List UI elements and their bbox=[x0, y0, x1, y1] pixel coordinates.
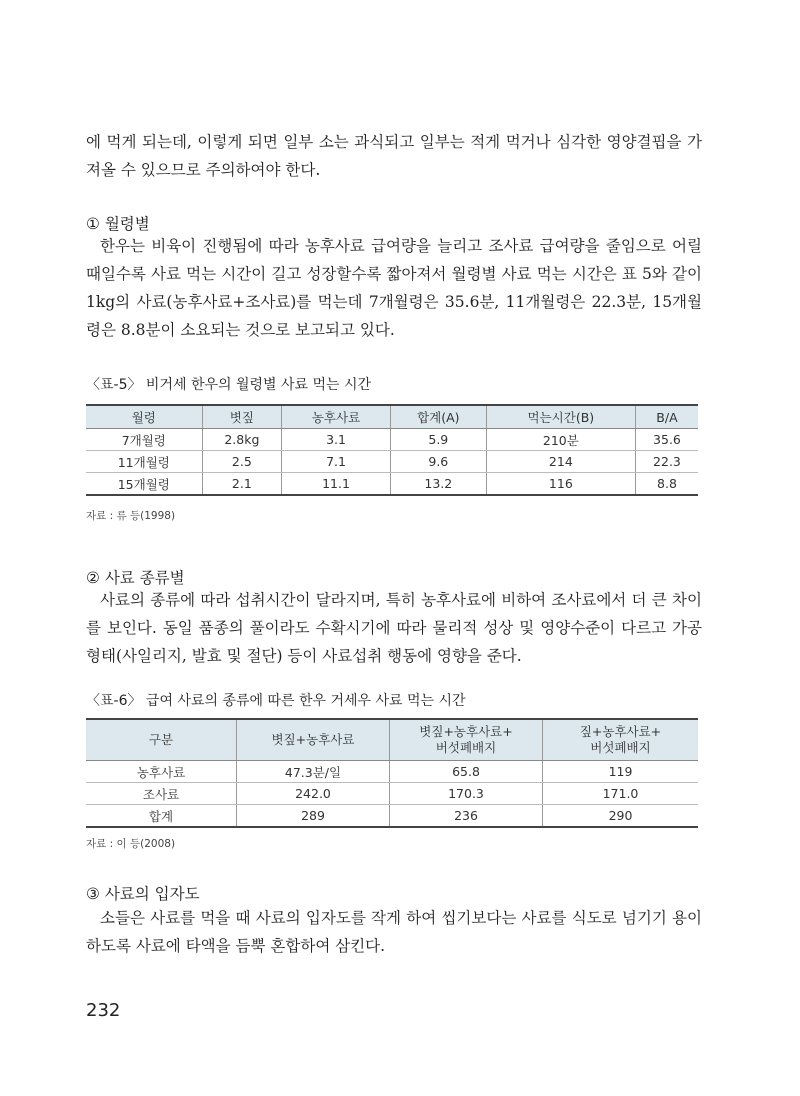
table-cell: 65.8 bbox=[390, 761, 543, 783]
feedtype-paragraph: 사료의 종류에 따라 섭취시간이 달라지며, 특히 농후사료에 비하여 조사료에서 더 큰 차이를 보인다. 동일 품종의 풀이라도 수확시기에 따라 물리적 성상 및 영양수준이 다르고 가공형태(사일리지, 발효 및 절단) 등이 사료섭취 행동에 영향을 준다. bbox=[86, 591, 702, 665]
table-cell: 8.8 bbox=[635, 473, 698, 496]
table-row bbox=[86, 473, 698, 496]
table-cell: 2.8kg bbox=[202, 429, 282, 451]
table-cell: 7개월령 bbox=[86, 429, 202, 451]
table-row bbox=[86, 429, 698, 451]
table-cell: 289 bbox=[237, 805, 390, 828]
table-header-cell: 볏짚 bbox=[202, 405, 282, 429]
table6 bbox=[86, 718, 698, 828]
table-row bbox=[86, 761, 698, 783]
table-cell: 7.1 bbox=[282, 451, 391, 473]
table-cell: 합계 bbox=[86, 805, 237, 828]
table-cell: 3.1 bbox=[282, 429, 391, 451]
table-cell: 119 bbox=[543, 761, 699, 783]
table-header-cell: 볏짚+농후사료 bbox=[237, 719, 390, 761]
table-row bbox=[86, 805, 698, 828]
table5 bbox=[86, 404, 698, 496]
page-number: 232 bbox=[86, 1000, 121, 1021]
table-cell: 171.0 bbox=[543, 783, 699, 805]
section-heading-age: ① 월령별 bbox=[86, 215, 150, 233]
table-cell: 13.2 bbox=[390, 473, 486, 496]
table5-source: 자료 : 류 등(1998) bbox=[86, 510, 176, 522]
table-row bbox=[86, 783, 698, 805]
table-cell: 22.3 bbox=[635, 451, 698, 473]
table-header-cell: 먹는시간(B) bbox=[486, 405, 635, 429]
table-header-cell: 구분 bbox=[86, 719, 237, 761]
table-header-cell: 농후사료 bbox=[282, 405, 391, 429]
table-cell: 11.1 bbox=[282, 473, 391, 496]
table-cell: 210분 bbox=[486, 429, 635, 451]
table-header-cell: 합계(A) bbox=[390, 405, 486, 429]
table6-source: 자료 : 이 등(2008) bbox=[86, 838, 176, 850]
table-header-row bbox=[86, 719, 698, 761]
table-header-cell: 월령 bbox=[86, 405, 202, 429]
table-cell: 2.1 bbox=[202, 473, 282, 496]
table-header-cell: B/A bbox=[635, 405, 698, 429]
table-cell: 15개월령 bbox=[86, 473, 202, 496]
section-heading-particle: ③ 사료의 입자도 bbox=[86, 885, 200, 903]
table-header-cell: 볏짚+농후사료+ 버섯폐배지 bbox=[390, 719, 543, 761]
table-cell: 11개월령 bbox=[86, 451, 202, 473]
table-cell: 242.0 bbox=[237, 783, 390, 805]
table-cell: 35.6 bbox=[635, 429, 698, 451]
table-cell: 9.6 bbox=[390, 451, 486, 473]
table-cell: 290 bbox=[543, 805, 699, 828]
table-cell: 농후사료 bbox=[86, 761, 237, 783]
table-cell: 214 bbox=[486, 451, 635, 473]
table-cell: 조사료 bbox=[86, 783, 237, 805]
particle-paragraph: 소들은 사료를 먹을 때 사료의 입자도를 작게 하여 씹기보다는 사료를 식도로 넘기기 용이하도록 사료에 타액을 듬뿍 혼합하여 삼킨다. bbox=[86, 909, 702, 955]
table-cell: 236 bbox=[390, 805, 543, 828]
section-heading-feedtype: ② 사료 종류별 bbox=[86, 569, 185, 587]
table-cell: 2.5 bbox=[202, 451, 282, 473]
age-paragraph: 한우는 비육이 진행됨에 따라 농후사료 급여량을 늘리고 조사료 급여량을 줄임으로 어릴 때일수록 사료 먹는 시간이 길고 성장할수록 짧아져서 월령별 사료 먹는 시간은 표 5와 같이 1kg의 사료(농후사료+조사료)를 먹는데 7개월령은 35.6분, 11개월령은 22.3분, 15개월령은 8.8분이 소요되는 것으로 보고되고 있다. bbox=[86, 237, 702, 339]
table-header-cell: 짚+농후사료+ 버섯폐배지 bbox=[543, 719, 699, 761]
table-row bbox=[86, 451, 698, 473]
table5-caption: 〈표-5〉 비거세 한우의 월령별 사료 먹는 시간 bbox=[86, 377, 372, 393]
table-header-row bbox=[86, 405, 698, 429]
table-cell: 47.3분/일 bbox=[237, 761, 390, 783]
table6-caption: 〈표-6〉 급여 사료의 종류에 따른 한우 거세우 사료 먹는 시간 bbox=[86, 693, 466, 709]
table-cell: 170.3 bbox=[390, 783, 543, 805]
intro-paragraph: 에 먹게 되는데, 이렇게 되면 일부 소는 과식되고 일부는 적게 먹거나 심각한 영양결핍을 가져올 수 있으므로 주의하여야 한다. bbox=[86, 133, 702, 179]
table-cell: 116 bbox=[486, 473, 635, 496]
table-cell: 5.9 bbox=[390, 429, 486, 451]
